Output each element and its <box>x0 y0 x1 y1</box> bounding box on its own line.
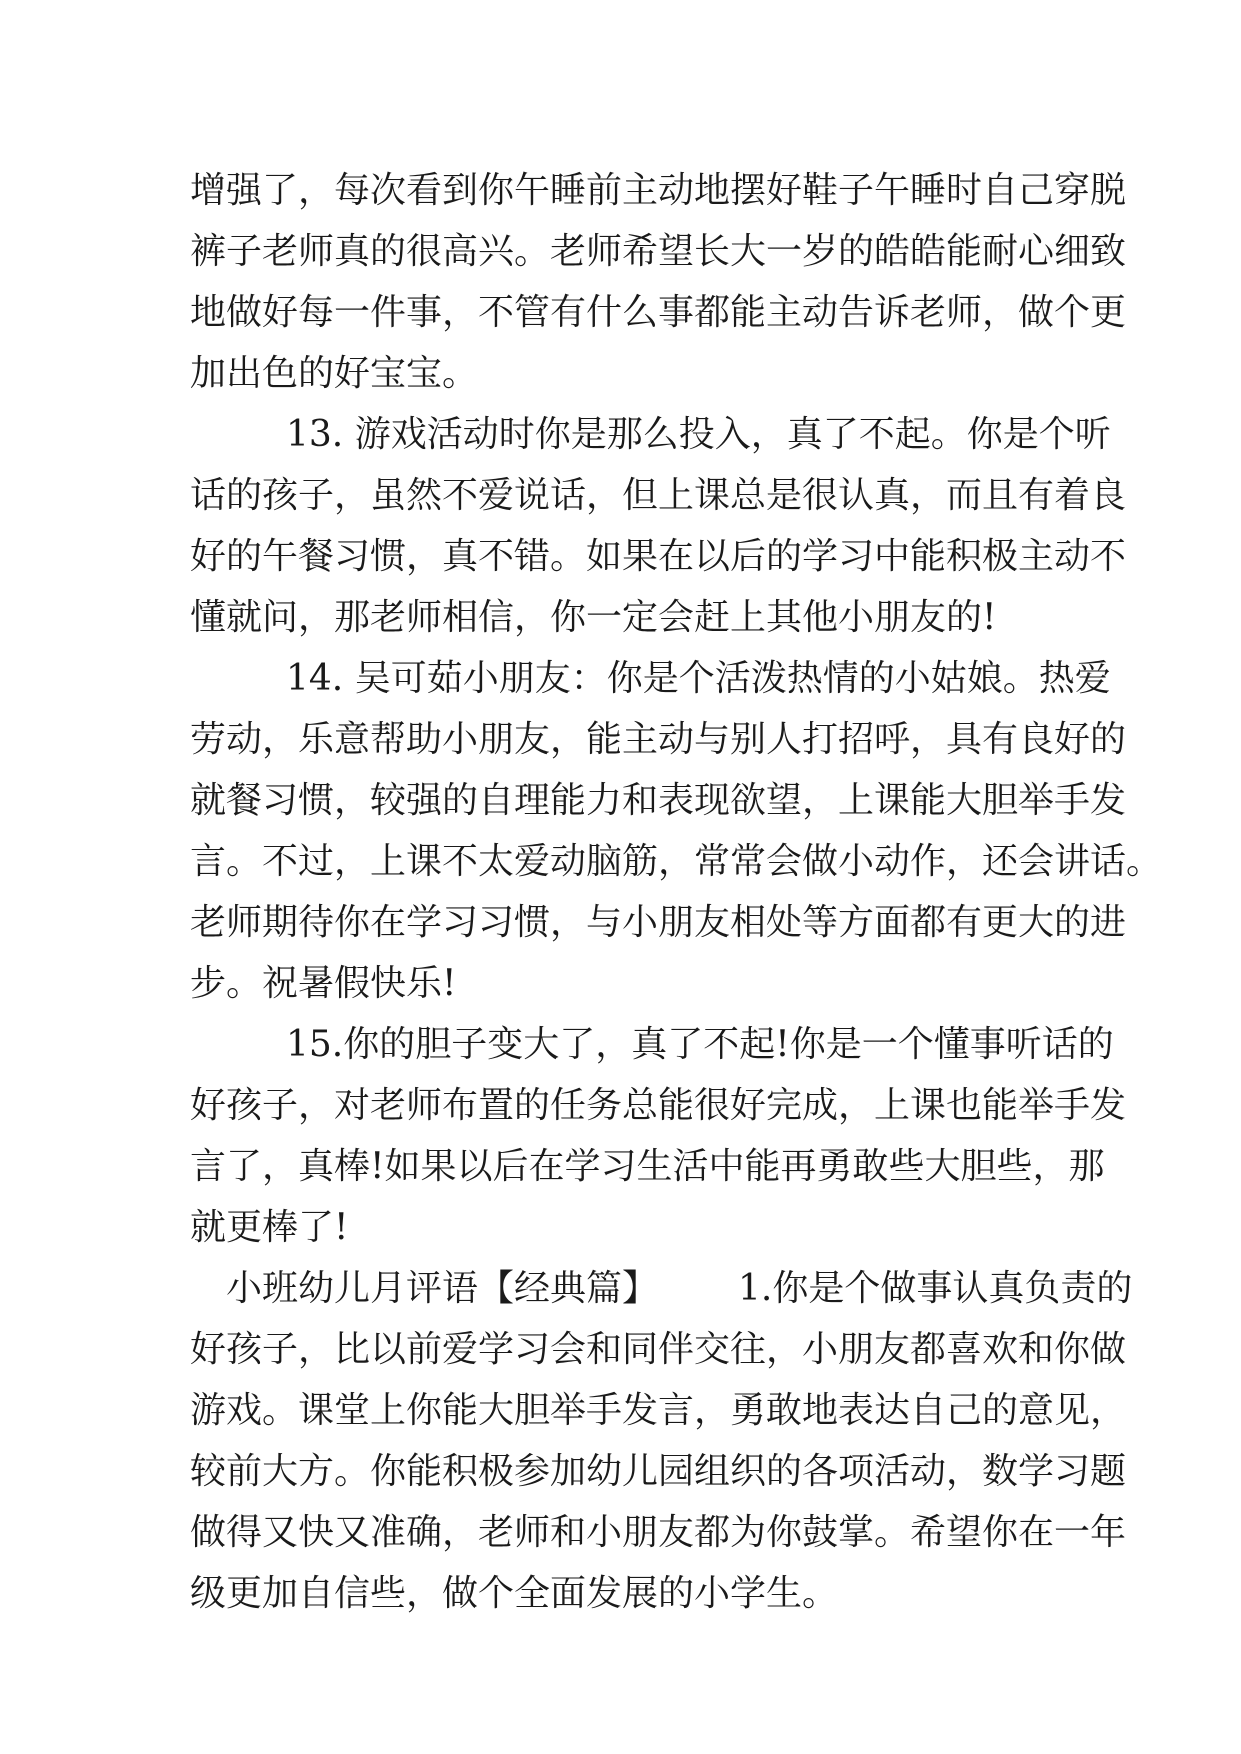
text-line: 步。祝暑假快乐! <box>190 963 457 1004</box>
text-line: 言了，真棒!如果以后在学习生活中能再勇敢些大胆些，那 <box>190 1146 1105 1187</box>
text-line: 地做好每一件事，不管有什么事都能主动告诉老师，做个更 <box>190 292 1127 333</box>
text-line: 话的孩子，虽然不爱说话，但上课总是很认真，而且有着良 <box>190 475 1127 516</box>
text-line: 懂就问，那老师相信，你一定会赶上其他小朋友的! <box>190 597 997 638</box>
text-line: 就更棒了! <box>190 1207 349 1248</box>
text-line: 好孩子，比以前爱学习会和同伴交往，小朋友都喜欢和你做 <box>190 1329 1127 1370</box>
paragraph-15-first-line: 15.你的胆子变大了，真了不起!你是一个懂事听话的 <box>286 1024 1114 1065</box>
text-line: 加出色的好宝宝。 <box>190 353 479 394</box>
paragraph-1-first-line: 1.你是个做事认真负责的 <box>738 1268 1133 1309</box>
text-line: 老师期待你在学习习惯，与小朋友相处等方面都有更大的进 <box>190 902 1127 943</box>
text-line: 裤子老师真的很高兴。老师希望长大一岁的皓皓能耐心细致 <box>190 231 1127 272</box>
text-line: 游戏。课堂上你能大胆举手发言，勇敢地表达自己的意见， <box>190 1390 1127 1431</box>
text-line: 劳动，乐意帮助小朋友，能主动与别人打招呼，具有良好的 <box>190 719 1127 760</box>
text-line: 做得又快又准确，老师和小朋友都为你鼓掌。希望你在一年 <box>190 1512 1127 1553</box>
text-line: 增强了，每次看到你午睡前主动地摆好鞋子午睡时自己穿脱 <box>190 170 1127 211</box>
document-body <box>190 160 1163 1624</box>
paragraph-13-first-line: 13. 游戏活动时你是那么投入，真了不起。你是个听 <box>286 414 1111 455</box>
section-heading: 小班幼儿月评语【经典篇】 <box>226 1268 659 1309</box>
paragraph-14-first-line: 14. 吴可茹小朋友：你是个活泼热情的小姑娘。热爱 <box>286 658 1111 699</box>
text-line: 言。不过，上课不太爱动脑筋，常常会做小动作，还会讲话。 <box>190 841 1163 882</box>
text-line: 好孩子，对老师布置的任务总能很好完成，上课也能举手发 <box>190 1085 1127 1126</box>
text-line: 好的午餐习惯，真不错。如果在以后的学习中能积极主动不 <box>190 536 1127 577</box>
section-heading-line <box>190 1258 1133 1319</box>
text-line: 级更加自信些，做个全面发展的小学生。 <box>190 1573 839 1614</box>
text-line: 较前大方。你能积极参加幼儿园组织的各项活动，数学习题 <box>190 1451 1127 1492</box>
text-line: 就餐习惯，较强的自理能力和表现欲望，上课能大胆举手发 <box>190 780 1127 821</box>
